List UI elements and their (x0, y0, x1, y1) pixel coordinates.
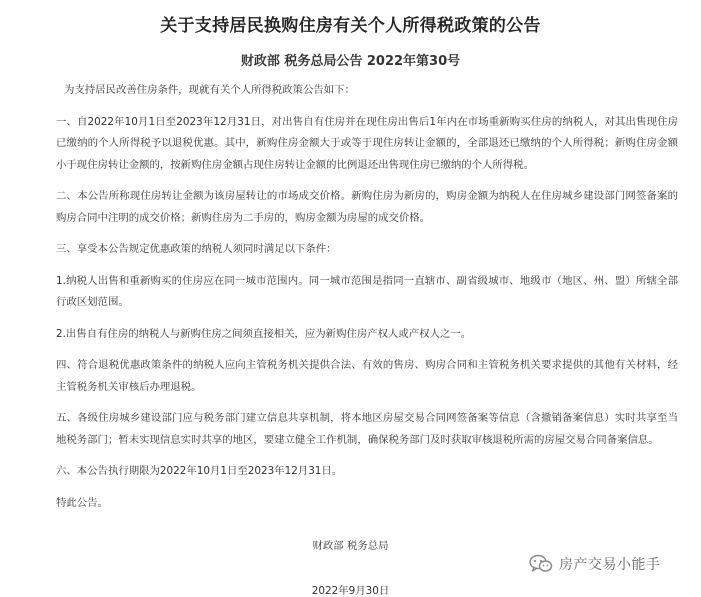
announcement-body (56, 80, 678, 514)
paragraph-7: 五、各级住房城乡建设部门应与税务部门建立信息共享机制，将本地区房屋交易合同网签备案等信息（含撤销备案信息）实时共享至当地税务部门；暂未实现信息实时共享的地区，要建立健全工作机制，确保税务部门及时获取审核退税所需的房屋交易合同备案信息。 (56, 412, 678, 446)
paragraph-3: 三、享受本公告规定优惠政策的纳税人须同时满足以下条件： (56, 243, 337, 255)
paragraph-2: 二、本公告所称现住房转让金额为该房屋转让的市场成交价格。新购住房为新房的，购房金额为纳税人在住房城乡建设部门网签备案的购房合同中注明的成交价格；新购住房为二手房的，购房金额为房屋的成交价格。 (56, 190, 678, 224)
paragraph-8: 六、本公告执行期限为2022年10月1日至2023年12月31日。 (56, 465, 343, 477)
document-number: 财政部 税务总局公告 2022年第30号 (240, 54, 461, 69)
wechat-icon (529, 554, 553, 574)
paragraph-5: 2.出售自有住房的纳税人与新购住房之间须直接相关，应为新购住房产权人或产权人之一。 (56, 327, 472, 340)
signature: 财政部 税务总局 (312, 540, 389, 552)
watermark-text: 房产交易小能手 (559, 557, 661, 573)
intro-paragraph: 为支持居民改善住房条件，现就有关个人所得税政策公告如下： (64, 84, 355, 96)
paragraph-4: 1.纳税人出售和重新购买的住房应在同一城市范围内。同一城市范围是指同一直辖市、副省级城市、地级市（地区、州、盟）所辖全部行政区划范围。 (56, 274, 678, 308)
page-title: 关于支持居民换购住房有关个人所得税政策的公告 (160, 16, 541, 36)
issue-date: 2022年9月30日 (311, 585, 390, 597)
paragraph-9: 特此公告。 (56, 496, 108, 509)
watermark (529, 552, 661, 576)
paragraph-1: 一、自2022年10月1日至2023年12月31日，对出售自有住房并在现住房出售后1年内在市场重新购买住房的纳税人，对其出售现住房已缴纳的个人所得税予以退税优惠。其中，新购住房金额大于或等于现住房转让金额的，全部退还已缴纳的个人所得税；新购住房金额小于现住房转让金额的，按新购住房金额占现住房转让金额的比例退还出售现住房已缴纳的个人所得税。 (56, 115, 678, 171)
paragraph-6: 四、符合退税优惠政策条件的纳税人应向主管税务机关提供合法、有效的售房、购房合同和主管税务机关要求提供的其他有关材料，经主管税务机关审核后办理退税。 (56, 359, 678, 393)
